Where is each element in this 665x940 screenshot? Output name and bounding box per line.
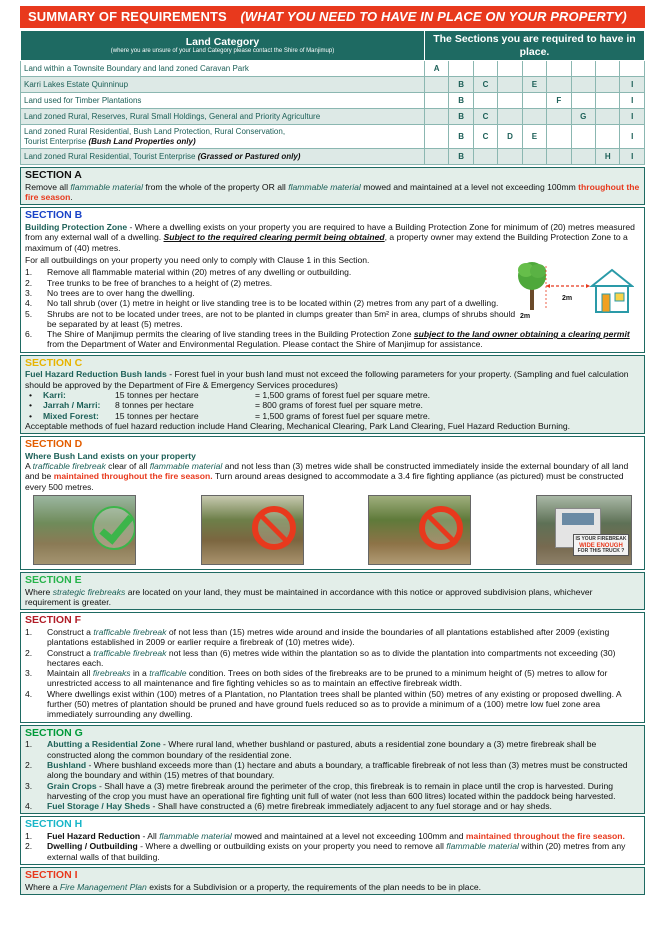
- section-cell: C: [473, 77, 497, 93]
- land-category-label: Land within a Townsite Boundary and land zoned Caravan Park: [21, 61, 425, 77]
- table-row: [21, 125, 645, 149]
- section-cell: I: [620, 77, 645, 93]
- section-cell: D: [498, 125, 522, 149]
- land-category-label: Land zoned Rural Residential, Tourist Enterprise (Grassed or Pastured only): [21, 149, 425, 165]
- section-cell: B: [449, 93, 473, 109]
- section-h: [20, 816, 645, 865]
- list-item: 4. No tall shrub (over (1) metre in height or live standing tree is to be located within (2) metres from any part of a dwelling.: [25, 298, 499, 309]
- fuel-table: [25, 390, 640, 421]
- section-cell: G: [571, 109, 595, 125]
- table-row: [21, 61, 645, 77]
- section-cell: [473, 149, 497, 165]
- fuel-row: • Mixed Forest: 15 tonnes per hectare = 1,500 grams of forest fuel per square metre.: [29, 410, 431, 421]
- section-d: [20, 436, 645, 570]
- section-cell: [424, 93, 448, 109]
- fuel-row: • Jarrah / Marri: 8 tonnes per hectare = 800 grams of forest fuel per square metre.: [29, 400, 423, 411]
- table-row: [21, 93, 645, 109]
- section-cell: [571, 93, 595, 109]
- land-category-label: Land used for Timber Plantations: [21, 93, 425, 109]
- list-item: 2. Tree trunks to be free of branches to a height of (2) metres.: [25, 277, 273, 288]
- checkmark-icon: [92, 506, 136, 550]
- section-cell: C: [473, 125, 497, 149]
- land-category-label: Land zoned Rural Residential, Bush Land Protection, Rural Conservation, Tourist Enterprise (Bush Land Properties only): [21, 125, 425, 149]
- section-f-list: [25, 627, 640, 720]
- section-h-list: [25, 831, 640, 862]
- section-cell: [498, 109, 522, 125]
- section-b-item-6: 6. The Shire of Manjimup permits the clearing of live standing trees in the Building Protection Zone subject to the land owner obtaining a clearing permit from the Department of Water and Environmental Regulation. Please contact the Shire of Manjimup for assistance.: [25, 329, 630, 350]
- table-row: [21, 77, 645, 93]
- section-cell: [620, 61, 645, 77]
- page-banner: [20, 6, 645, 28]
- section-i-text: Where a Fire Management Plan exists for a Subdivision or a property, the requirements of the plan needs to be in place.: [25, 881, 482, 892]
- section-cell: [424, 149, 448, 165]
- land-category-label: Land zoned Rural, Reserves, Rural Small Holdings, General and Priority Agriculture: [21, 109, 425, 125]
- section-i-title: SECTION I: [25, 869, 78, 881]
- section-cell: [571, 77, 595, 93]
- section-cell: [596, 125, 620, 149]
- section-cell: [571, 149, 595, 165]
- prohibited-icon: [252, 506, 296, 550]
- list-item: 5. Shrubs are not to be located under trees, are not to be planted in clumps greater than 5m² in area, clumps of shrubs should be separated by at least (5) metres.: [25, 308, 516, 329]
- section-c-title: SECTION C: [25, 356, 83, 369]
- section-cell: [522, 149, 546, 165]
- section-cell: [498, 61, 522, 77]
- list-item: 1. Remove all flammable material within (20) metres of any dwelling or outbuilding.: [25, 267, 352, 278]
- section-i: [20, 867, 645, 895]
- section-a-title: SECTION A: [25, 169, 82, 182]
- section-g-title: SECTION G: [25, 726, 83, 739]
- land-category-label: Karri Lakes Estate Quinninup: [21, 77, 425, 93]
- section-h-item: 2. Dwelling / Outbuilding - Where a dwelling or outbuilding exists on your property you need to remove all flammable material within (20) metres from any external walls of that building.: [25, 841, 626, 862]
- section-b-outbuildings: For all outbuildings on your property you need only to comply with Clause 1 in this Section.: [25, 254, 370, 265]
- section-cell: [596, 77, 620, 93]
- section-cell: C: [473, 109, 497, 125]
- section-f-title: SECTION F: [25, 614, 82, 627]
- section-cell: E: [522, 77, 546, 93]
- section-cell: [571, 61, 595, 77]
- section-cell: [596, 61, 620, 77]
- section-g-list: [25, 739, 640, 811]
- banner-subtitle: (WHAT YOU NEED TO HAVE IN PLACE ON YOUR PROPERTY): [240, 9, 627, 24]
- truck-sign: IS YOUR FIREBREAK WIDE ENOUGH FOR THIS TRUCK ?: [573, 534, 629, 556]
- section-e-title: SECTION E: [25, 574, 82, 587]
- list-item: 3. Grain Crops - Shall have a (3) metre firebreak around the perimeter of the crop, this firebreak is to remain in place until the crop is harvested. During harvesting of the crop you must have an operational fire fighting unit full of water (not less than 600 litres) located within the paddock being harvested.: [25, 780, 616, 801]
- section-cell: [424, 125, 448, 149]
- photo-fire-truck: [536, 495, 632, 565]
- photo-good-firebreak: [33, 495, 136, 565]
- fuel-row: • Karri: 15 tonnes per hectare = 1,500 grams of forest fuel per square metre.: [29, 389, 431, 400]
- section-cell: [498, 77, 522, 93]
- list-item: 2. Bushland - Where bushland exceeds more than (1) hectare and abuts a boundary, a trafficable firebreak of not less than (3) metres must be constructed along the boundary and within (15) metres of that boundary.: [25, 759, 628, 781]
- section-cell: [571, 125, 595, 149]
- section-cell: [498, 93, 522, 109]
- section-d-sub: Where Bush Land exists on your property: [25, 450, 196, 461]
- section-cell: [424, 109, 448, 125]
- section-a-text: Remove all flammable material from the whole of the property OR all flammable material mowed and maintained at a level not exceeding 100mm throughout the fire season.: [25, 181, 640, 203]
- list-item: 1. Abutting a Residential Zone - Where rural land, whether bushland or pastured, abuts a residential zone boundary a (3) metre firebreak shall be constructed along the common boundary of the residential zone.: [25, 739, 597, 760]
- section-b: [20, 207, 645, 352]
- section-cell: [498, 149, 522, 165]
- section-cell: B: [449, 109, 473, 125]
- list-item: 4. Where dwellings exist within (100) metres of a Plantation, no Plantation trees shall be planted within (50) metres of any existing or proposed dwelling. A further (50) metres of plantation should be pruned and have ground fuels reduced so as to provide a minimum of a (100) metre low fuel zone area immediately surrounding any dwelling.: [25, 688, 622, 720]
- section-e: [20, 572, 645, 610]
- section-cell: [596, 93, 620, 109]
- section-cell: [547, 109, 571, 125]
- section-cell: E: [522, 125, 546, 149]
- section-cell: F: [547, 93, 571, 109]
- list-item: 3. No trees are to over hang the dwelling.: [25, 287, 195, 298]
- section-d-title: SECTION D: [25, 438, 83, 451]
- section-cell: [547, 61, 571, 77]
- section-h-item: 1. Fuel Hazard Reduction - All flammable material mowed and maintained at a level not exceeding 100mm and maintained throughout the fire season.: [25, 831, 625, 842]
- section-f: [20, 612, 645, 722]
- illus-label-1: 2m: [562, 295, 573, 303]
- section-cell: [449, 61, 473, 77]
- illus-label-2: 2m: [520, 313, 531, 321]
- section-cell: I: [620, 109, 645, 125]
- section-h-title: SECTION H: [25, 818, 83, 831]
- header-sections: The Sections you are required to have in place.: [424, 31, 644, 61]
- section-c-intro: Fuel Hazard Reduction Bush lands - Forest fuel in your bush land must not exceed the following parameters for your property. (Sampling and fuel calculation should be approved by the Department of Fire & Emergency Services procedures): [25, 369, 629, 390]
- building-protection-zone-illustration: [516, 256, 634, 320]
- section-cell: [596, 109, 620, 125]
- section-c: [20, 355, 645, 434]
- list-item: 2. Construct a trafficable firebreak not less than (6) metres wide within the plantation so as to divide the plantation into compartments not exceeding (30) hectares each.: [25, 647, 616, 668]
- section-a: [20, 167, 645, 205]
- section-cell: B: [449, 149, 473, 165]
- header-land-category: Land Category (where you are unsure of your Land Category please contact the Shire of Manjimup): [21, 31, 425, 61]
- list-item: 4. Fuel Storage / Hay Sheds - Shall have constructed a (6) metre firebreak immediately adjacent to any fuel storage and or hay sheds.: [25, 801, 552, 812]
- firebreak-photos: [25, 492, 640, 567]
- section-g: [20, 725, 645, 815]
- section-cell: I: [620, 149, 645, 165]
- section-cell: A: [424, 61, 448, 77]
- banner-title: SUMMARY OF REQUIREMENTS: [28, 9, 227, 24]
- section-cell: [522, 61, 546, 77]
- section-c-methods: Acceptable methods of fuel hazard reduction include Hand Clearing, Mechanical Clearing, Park Land Clearing, Fuel Hazard Reduction Burning.: [25, 420, 571, 431]
- section-cell: B: [449, 77, 473, 93]
- list-item: 3. Maintain all firebreaks in a trafficable condition. Trees on both sides of the firebreaks are to be pruned to a minimum height of (5) metres to allow for unrestricted access to all maintenance and fire fighting vehicles so as to maintain an effective firebreak width.: [25, 668, 608, 689]
- section-b-intro: Building Protection Zone - Where a dwelling exists on your property you are required to have a Building Protection Zone for minimum of (20) metres measured from any external wall of a dwelling. Subject to the required clearing permit being obtained, a property owner may extend the Building Protection Zone to a maximum of (40) metres.: [25, 222, 635, 253]
- table-row: [21, 149, 645, 165]
- requirements-table: [20, 30, 645, 165]
- photo-bad-firebreak-1: [201, 495, 304, 565]
- section-cell: [547, 125, 571, 149]
- section-cell: [473, 93, 497, 109]
- section-cell: [522, 109, 546, 125]
- section-b-title: SECTION B: [25, 209, 83, 222]
- prohibited-icon: [419, 506, 463, 550]
- section-cell: [473, 61, 497, 77]
- section-cell: B: [449, 125, 473, 149]
- section-d-text: A trafficable firebreak clear of all flammable material and not less than (3) metres wide shall be constructed immediately inside the external boundary of all land and be maintained throughout the fire season. Turn around areas designed to accommodate a 3.4 fire fighting appliance (as pictured) must be constructed every 500 metres.: [25, 461, 629, 492]
- section-cell: [547, 77, 571, 93]
- section-cell: I: [620, 125, 645, 149]
- list-item: 1. Construct a trafficable firebreak of not less than (15) metres wide around and inside the boundaries of all plantations established after 2009 (existing plantations established in 2009 or earlier require a firebreak of (10) metres wide).: [25, 626, 610, 648]
- section-cell: H: [596, 149, 620, 165]
- section-e-text: Where strategic firebreaks are located on your land, they must be maintained in accordance with this notice or approved subdivision plans, whichever requirement is greater.: [25, 586, 593, 607]
- section-cell: [522, 93, 546, 109]
- section-cell: I: [620, 93, 645, 109]
- table-row: [21, 109, 645, 125]
- section-cell: [547, 149, 571, 165]
- photo-bad-firebreak-2: [368, 495, 471, 565]
- section-cell: [424, 77, 448, 93]
